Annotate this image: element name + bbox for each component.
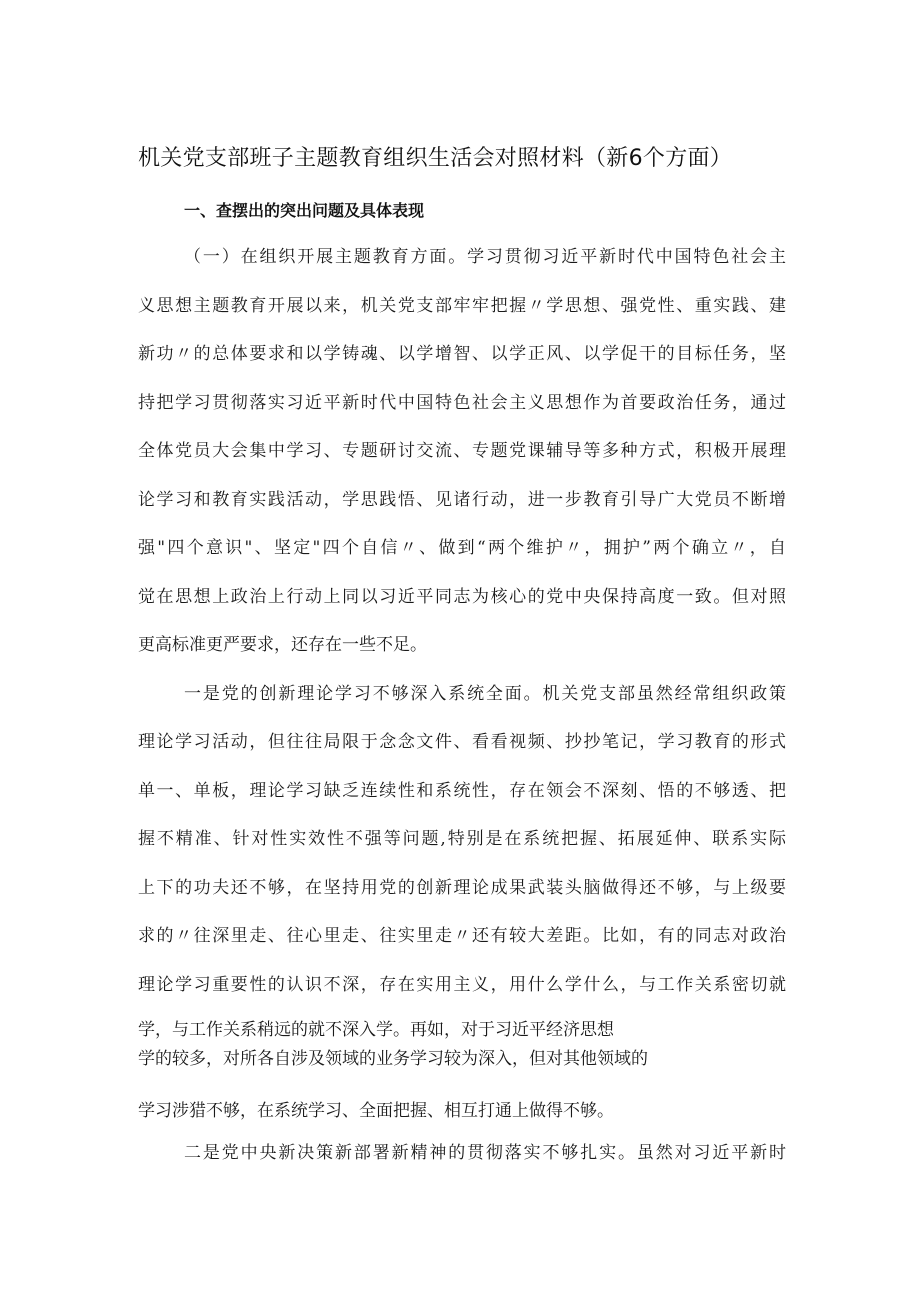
paragraph-line: 持把学习贯彻落实习近平新时代中国特色社会主义思想作为首要政治任务，通过 [138, 393, 786, 413]
paragraph-line: 学习涉猎不够，在系统学习、全面把握、相互打通上做得不够。 [138, 1101, 614, 1121]
paragraph-line: 觉在思想上政治上行动上同以习近平同志为核心的党中央保持高度一致。但对照 [138, 587, 786, 607]
paragraph-line: 二是党中央新决策新部署新精神的贯彻落实不够扎实。虽然对习近平新时 [184, 1143, 786, 1163]
document-title: 机关党支部班子主题教育组织生活会对照材料（新6个方面） [138, 146, 733, 171]
paragraph-line: 全体党员大会集中学习、专题研讨交流、专题党课辅导等多种方式，积极开展理 [138, 441, 786, 461]
paragraph-line: 学的较多，对所各自涉及领域的业务学习较为深入，但对其他领域的 [138, 1049, 648, 1069]
paragraph-line: 论学习和教育实践活动，学思践悟、见诸行动，进一步教育引导广大党员不断增 [138, 490, 786, 510]
paragraph-line: 强"四个意识"、坚定"四个自信〃、做到“两个维护〃，拥护”两个确立〃，自 [138, 538, 786, 558]
paragraph-line: 上下的功夫还不够，在坚持用党的创新理论成果武装头脑做得还不够，与上级要 [138, 878, 786, 898]
paragraph-line: 握不精准、针对性实效性不强等问题,特别是在系统把握、拓展延伸、联系实际 [138, 829, 786, 849]
paragraph-line: 理论学习重要性的认识不深，存在实用主义，用什么学什么，与工作关系密切就 [138, 975, 786, 995]
paragraph-line: （一）在组织开展主题教育方面。学习贯彻习近平新时代中国特色社会主 [184, 247, 786, 267]
paragraph-line: 求的〃往深里走、往心里走、往实里走〃还有较大差距。比如，有的同志对政治 [138, 926, 786, 946]
section-heading: 一、查摆出的突出问题及具体表现 [184, 201, 425, 220]
paragraph-line: 一是党的创新理论学习不够深入系统全面。机关党支部虽然经常组织政策 [184, 684, 786, 704]
paragraph-line: 更高标准更严要求，还存在一些不足。 [138, 635, 427, 655]
paragraph-line: 义思想主题教育开展以来，机关党支部牢牢把握〃学思想、强党性、重实践、建 [138, 296, 786, 316]
paragraph-line: 新功〃的总体要求和以学铸魂、以学增智、以学正风、以学促干的目标任务，坚 [138, 344, 786, 364]
paragraph-line: 单一、单板，理论学习缺乏连续性和系统性，存在领会不深刻、悟的不够透、把 [138, 781, 786, 801]
paragraph-line: 学，与工作关系稍远的就不深入学。再如，对于习近平经济思想 [138, 1020, 614, 1040]
paragraph-line: 理论学习活动，但往往局限于念念文件、看看视频、抄抄笔记，学习教育的形式 [138, 732, 786, 752]
